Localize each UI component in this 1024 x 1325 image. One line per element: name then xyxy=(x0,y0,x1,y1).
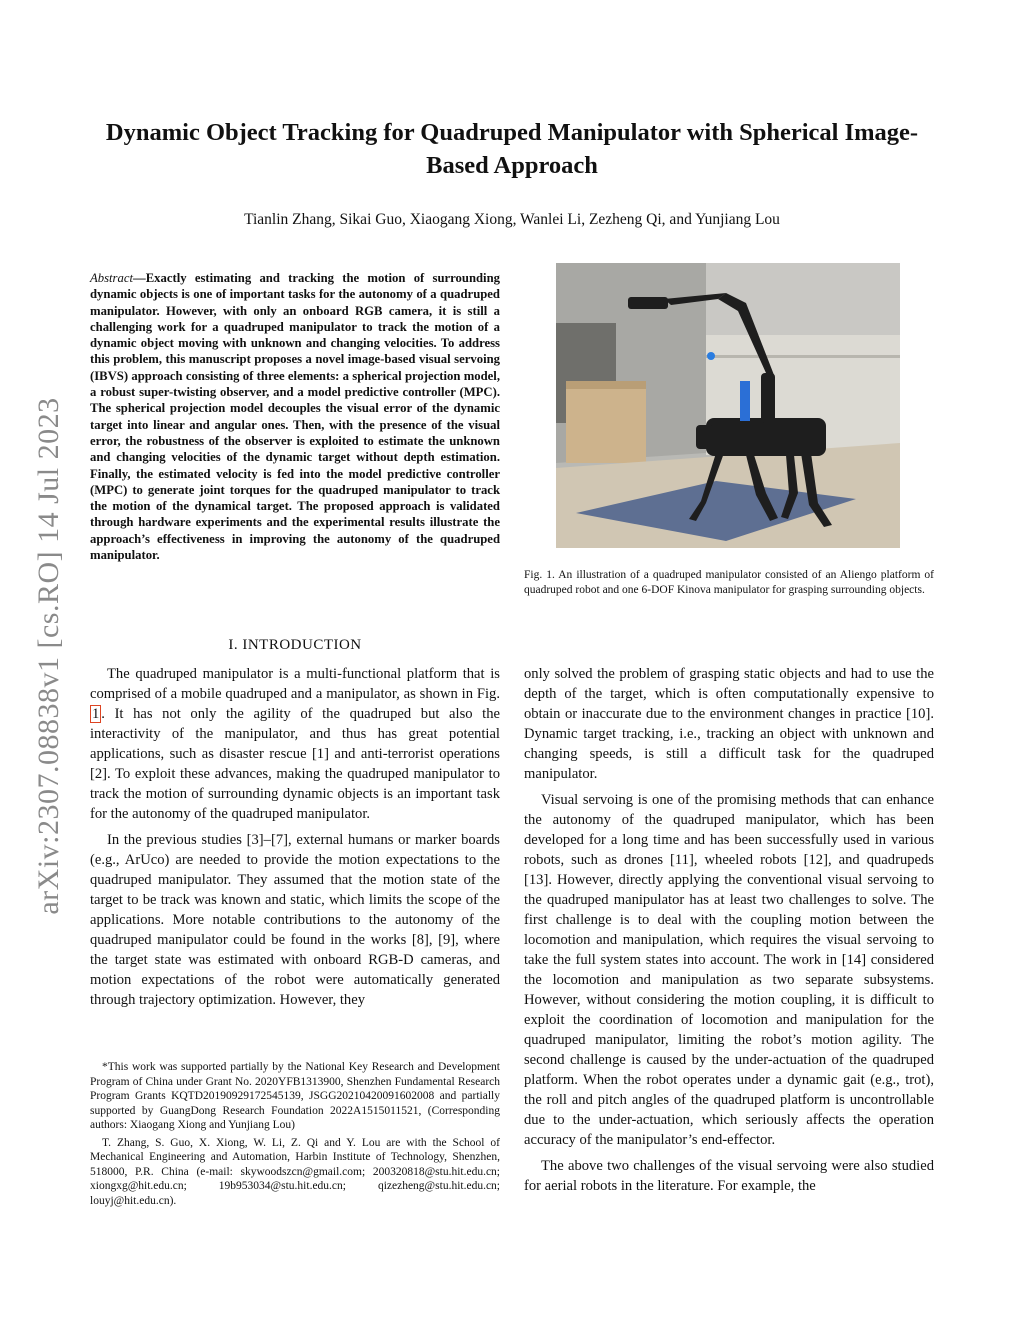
arxiv-id: arXiv:2307.08838v1 [cs.RO] 14 Jul 2023 xyxy=(32,396,65,915)
intro-paragraph-1: The quadruped manipulator is a multi-functional platform that is comprised of a mobile quadruped and a manipulator, as shown in Fig. 1 . It has not only the agility of the quadruped but also the interactivity of the manipulator, and thus has great potential applications, such as disaster rescue [1] and anti-terrorist operations [2]. To exploit these advances, making the quadruped manipulator to track the motion of surrounding dynamic objects is an important task for the autonomy of the quadruped manipulator. xyxy=(90,666,500,822)
paper-title: Dynamic Object Tracking for Quadruped Manipulator with Spherical Image-Based Approach xyxy=(105,119,919,179)
intro-paragraph-2: In the previous studies [3]–[7], external humans or marker boards (e.g., ArUco) are needed to provide the motion expectations to the quadruped manipulator. They assumed that the motion state of the target to be track was known and static, which limits the scope of the applications. More notable contributions to the autonomy of the quadruped manipulator could be found in the works [8], [9], where the target state was estimated with onboard RGB-D cameras, and motion expectations of the robot were automatically generated through trajectory optimization. However, they xyxy=(90,832,500,1008)
paper-authors: Tianlin Zhang, Sikai Guo, Xiaogang Xiong, Wanlei Li, Zezheng Qi, and Yunjiang Lou xyxy=(244,211,780,228)
figure-1-photo xyxy=(556,263,900,548)
section-heading-introduction: I. INTRODUCTION xyxy=(228,637,362,653)
footnote-affiliation: T. Zhang, S. Guo, X. Xiong, W. Li, Z. Qi and Y. Lou are with the School of Mechanical Engineering and Automation, Harbin Institute of Technology, Shenzhen, 518000, P.R. China (e-mail: skywoodszcn@gmail.com; 200320818@stu.hit.edu.cn; xiongxg@hit.edu.cn; 19b953034@stu.hit.edu.cn; qizezheng@stu.hit.edu.cn; louyj@hit.edu.cn). xyxy=(90,1136,500,1207)
figure-reference-link[interactable]: 1 xyxy=(92,706,100,722)
robot-illustration xyxy=(556,263,900,548)
arxiv-stamp xyxy=(26,368,72,943)
intro-right-column xyxy=(524,664,934,1196)
intro-paragraph-3: only solved the problem of grasping static objects and had to use the depth of the target, which is often computationally expensive to obtain or inaccurate due to the environment changes in practice [10]. Dynamic target tracking, i.e., tracking an object with unknown and changing speeds, is still a difficult task for the quadruped manipulator. xyxy=(524,666,934,782)
figure-1-caption: Fig. 1. An illustration of a quadruped manipulator consisted of an Aliengo platform of quadruped robot and one 6-DOF Kinova manipulator for grasping surrounding objects. xyxy=(524,569,934,596)
intro-paragraph-5: The above two challenges of the visual servoing were also studied for aerial robots in the literature. For example, the xyxy=(524,1158,934,1194)
abstract-text: Exactly estimating and tracking the motion of surrounding dynamic objects is one of important tasks for the autonomy of a quadruped manipulator. However, with only an onboard RGB camera, it is still a challenging work for a quadruped manipulator to track the motion of a dynamic object moving with unknown and changing velocities. To address this problem, this manuscript proposes a novel image-based visual servoing (IBVS) approach consisting of three elements: a spherical projection model, a robust super-twisting observer, and a model predictive controller (MPC). The spherical projection model decouples the visual error of the dynamic target into linear and angular ones. Then, with the presence of the visual error, the robustness of the observer is exploited to estimate the unknown and changing velocities of the dynamic target without depth estimation. Finally, the estimated velocity is fed into the model predictive controller (MPC) to generate joint torques for the quadruped manipulator to track the motion of the dynamical target. The proposed approach is validated through hardware experiments and the experimental results illustrate the approach’s effectiveness in improving the autonomy of the quadruped manipulator. xyxy=(90,271,500,563)
footnote-funding: *This work was supported partially by the National Key Research and Development Program of China under Grant No. 2020YFB1313900, Shenzhen Fundamental Research Program Grants KQTD20190929172545139, JSGG20210420091602008 and partially supported by GuangDong Research Foundation 2022A1515011521, (Corresponding authors: Xiaogang Xiong and Yunjiang Lou) xyxy=(90,1061,500,1131)
abstract xyxy=(90,270,500,563)
intro-left-column xyxy=(90,664,500,1010)
intro-paragraph-4: Visual servoing is one of the promising methods that can enhance the autonomy of the quadruped manipulator, which has been developed for a long time and has been successfully used in various robots, such as drones [11], wheeled robots [12], and quadrupeds [13]. However, directly applying the conventional visual servoing to the quadruped manipulator has at least two challenges to solve. The first challenge is to deal with the coupling motion between the locomotion and manipulation, which requires the visual servoing to take the full system states into account. The work in [14] considered the locomotion and manipulation as two separate subsystems. However, without considering the motion coupling, it is difficult to exploit the coordination of locomotion and manipulation for the quadruped manipulator, limiting the robot’s motion agility. The second challenge is caused by the under-actuation of the quadruped platform. When the robot operates under a dynamic gait (e.g., trot), the roll and pitch angles of the quadruped platform is uncontrollable due to the under-actuation, which seriously affects the operation accuracy of the manipulator’s end-effector. xyxy=(524,792,934,1148)
abstract-label: Abstract xyxy=(90,271,133,285)
abstract-dash: — xyxy=(133,271,146,285)
footnote xyxy=(90,1060,500,1208)
